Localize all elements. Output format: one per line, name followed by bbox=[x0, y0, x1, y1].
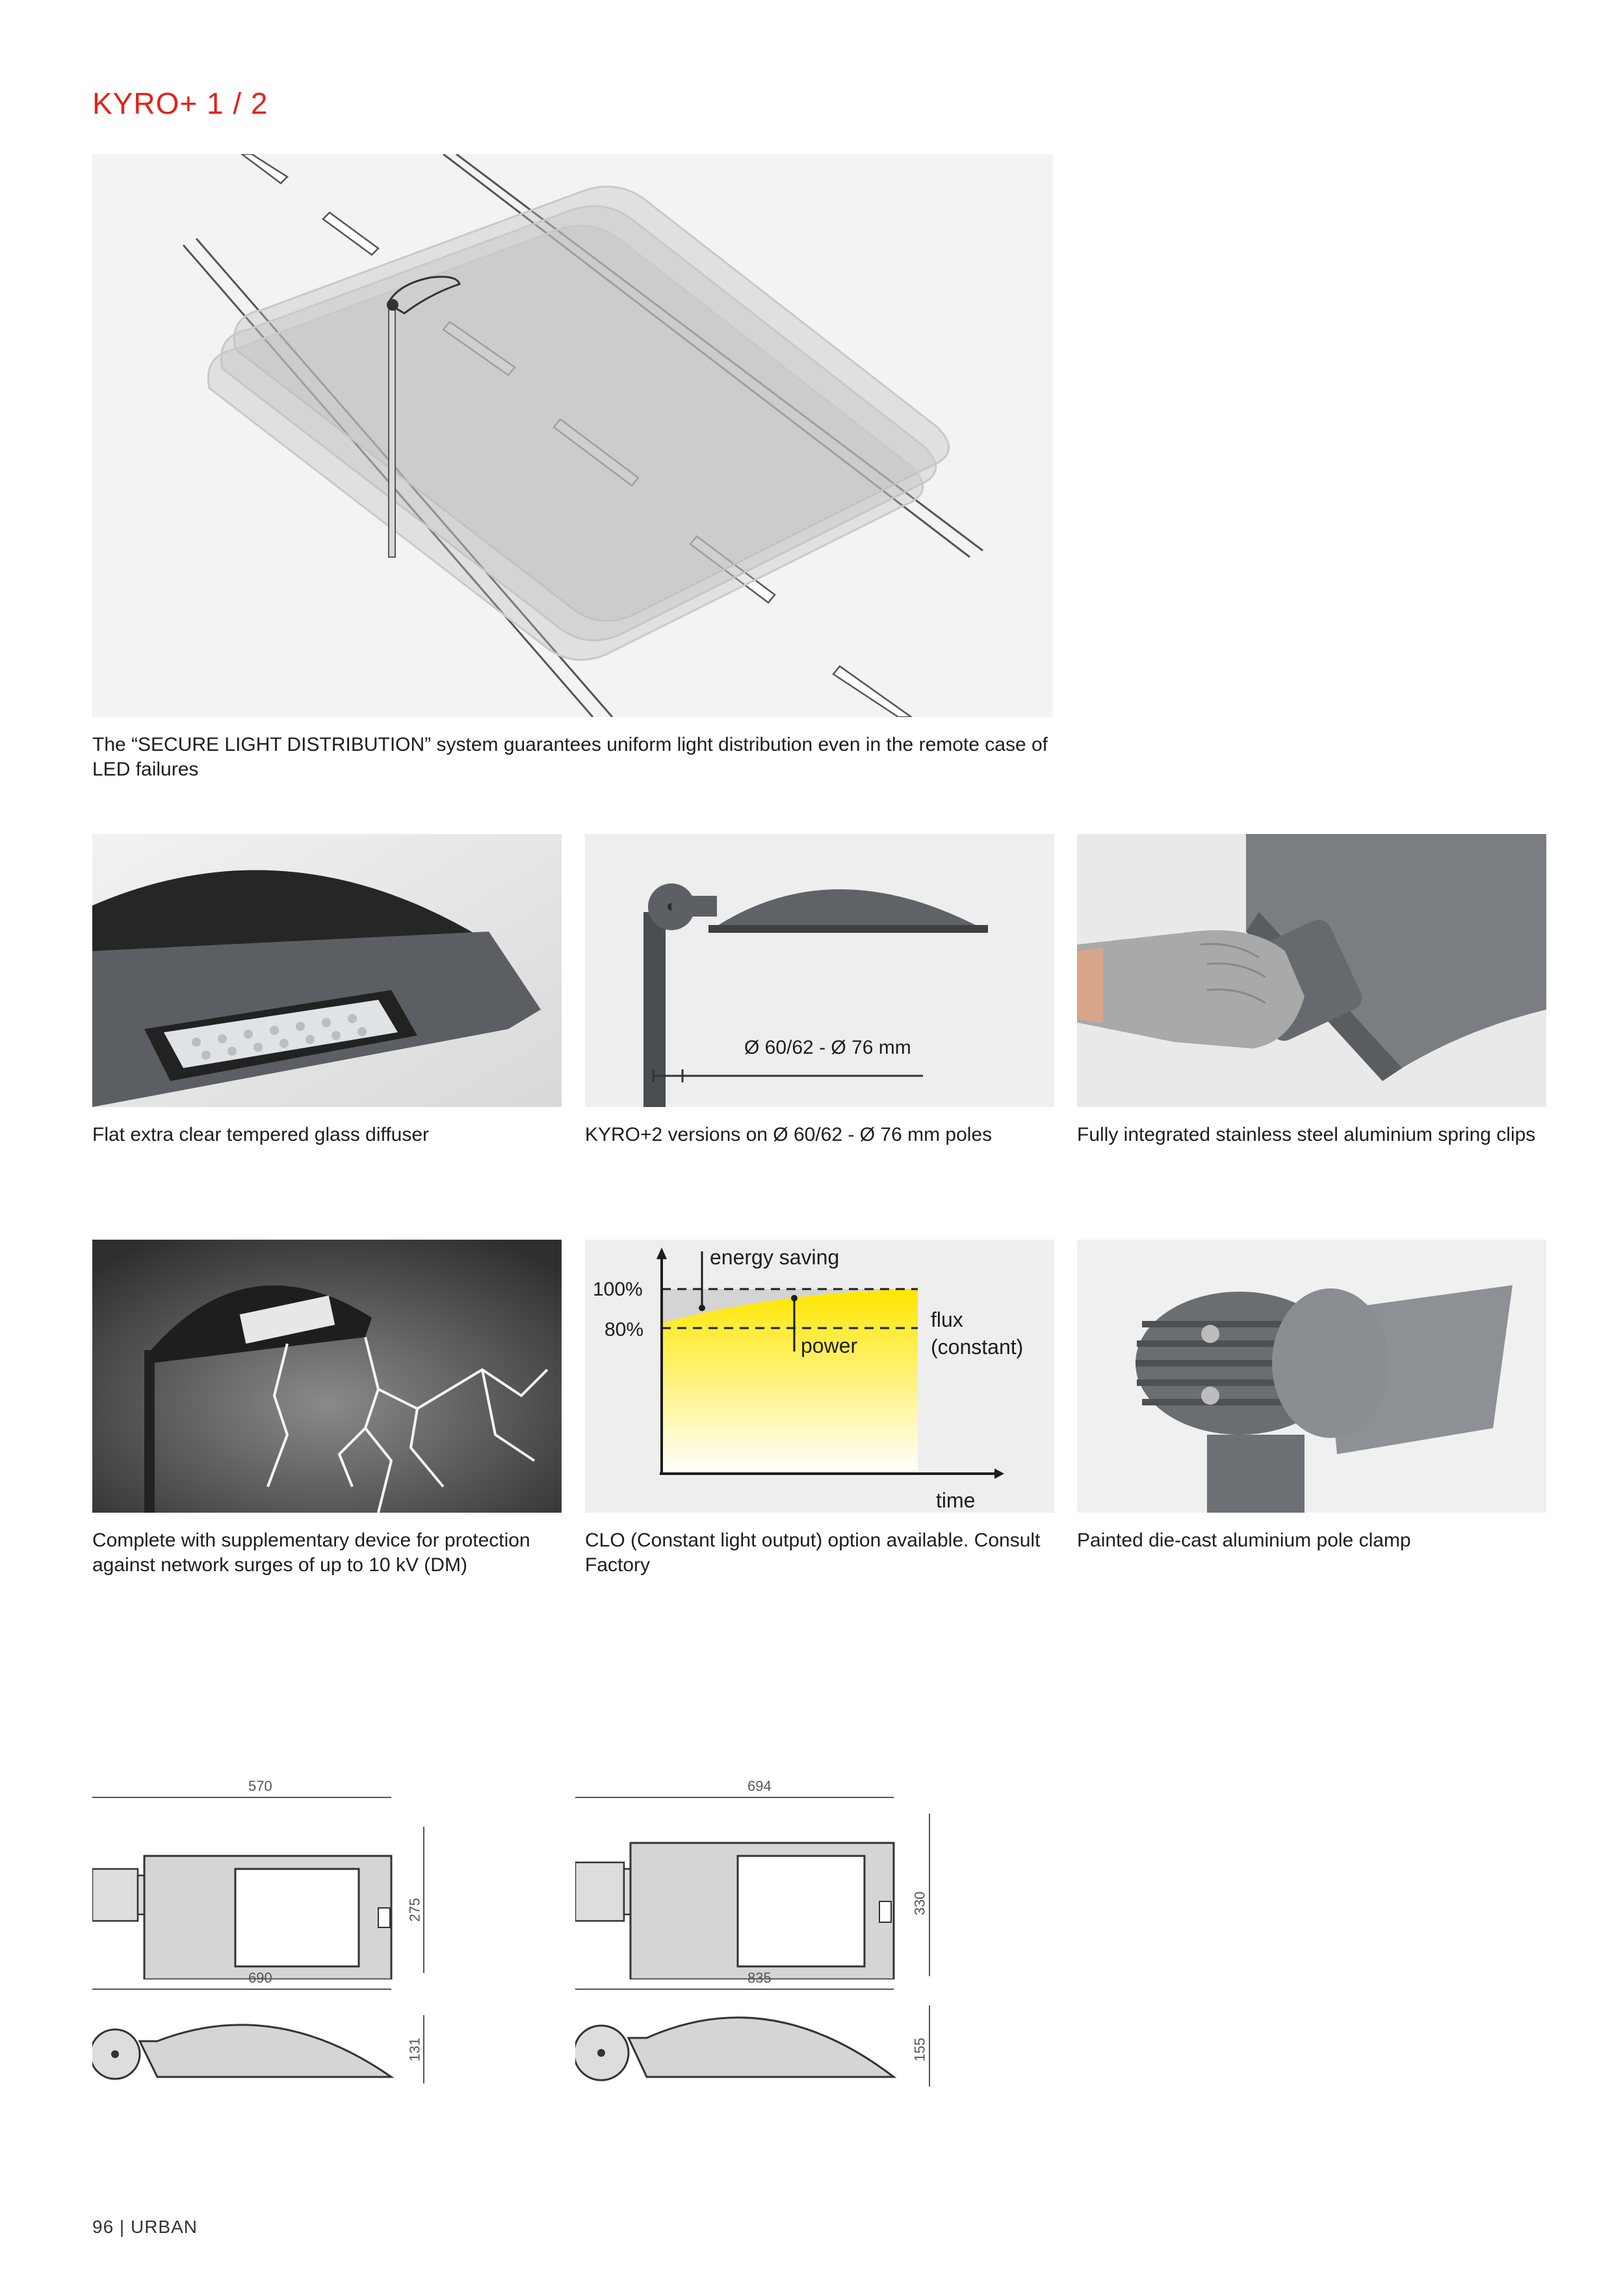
page-footer: 96 | URBAN bbox=[92, 2217, 198, 2237]
kyro2-side-view-drawing bbox=[575, 1970, 939, 2093]
kyro2-side-height: 155 bbox=[911, 2037, 928, 2062]
clo-chart bbox=[585, 1240, 1054, 1513]
feature-caption-4: Complete with supplementary device for protection against network surges of up to 10 kV (DM) bbox=[92, 1530, 530, 1576]
secure-light-distribution-illustration bbox=[92, 154, 1053, 717]
kyro2-top-view-drawing bbox=[575, 1778, 939, 1979]
glass-diffuser-photo bbox=[92, 834, 562, 1107]
kyro1-side-height: 131 bbox=[406, 2037, 423, 2062]
pole-clamp-photo bbox=[1077, 1240, 1546, 1513]
chart-label-flux: flux bbox=[931, 1308, 963, 1331]
feature-caption-6: Painted die-cast aluminium pole clamp bbox=[1077, 1530, 1411, 1551]
hero-caption: The “SECURE LIGHT DISTRIBUTION” system guarantees uniform light distribution even in the remote case of LED failures bbox=[92, 734, 1048, 780]
surge-protection-photo bbox=[92, 1240, 562, 1513]
kyro2-top-height: 330 bbox=[911, 1891, 928, 1916]
spring-clips-photo bbox=[1077, 834, 1546, 1107]
chart-label-constant: (constant) bbox=[931, 1335, 1024, 1359]
kyro1-side-view-drawing bbox=[92, 1970, 456, 2093]
feature-caption-2: KYRO+2 versions on Ø 60/62 - Ø 76 mm poles bbox=[585, 1124, 993, 1145]
kyro1-top-view-drawing bbox=[92, 1778, 456, 1979]
chart-label-energy-saving: energy saving bbox=[710, 1246, 840, 1269]
chart-label-time: time bbox=[936, 1489, 976, 1512]
chart-label-80: 80% bbox=[604, 1319, 644, 1340]
chart-label-power: power bbox=[801, 1334, 858, 1357]
feature-caption-3: Fully integrated stainless steel aluminium spring clips bbox=[1077, 1124, 1536, 1145]
kyro2-top-width: 694 bbox=[747, 1778, 772, 1794]
kyro1-top-height: 275 bbox=[406, 1898, 423, 1922]
page-title: KYRO+ 1 / 2 bbox=[92, 86, 268, 120]
kyro2-side-width: 835 bbox=[747, 1970, 772, 1986]
feature-caption-1: Flat extra clear tempered glass diffuser bbox=[92, 1124, 430, 1145]
chart-label-100: 100% bbox=[593, 1279, 643, 1300]
feature-caption-5: CLO (Constant light output) option available. Consult Factory bbox=[585, 1530, 1041, 1576]
kyro1-top-width: 570 bbox=[248, 1778, 272, 1794]
kyro1-side-width: 690 bbox=[248, 1970, 272, 1986]
pole-versions-photo bbox=[585, 834, 1054, 1107]
pole-dimension-label: Ø 60/62 - Ø 76 mm bbox=[744, 1037, 911, 1058]
